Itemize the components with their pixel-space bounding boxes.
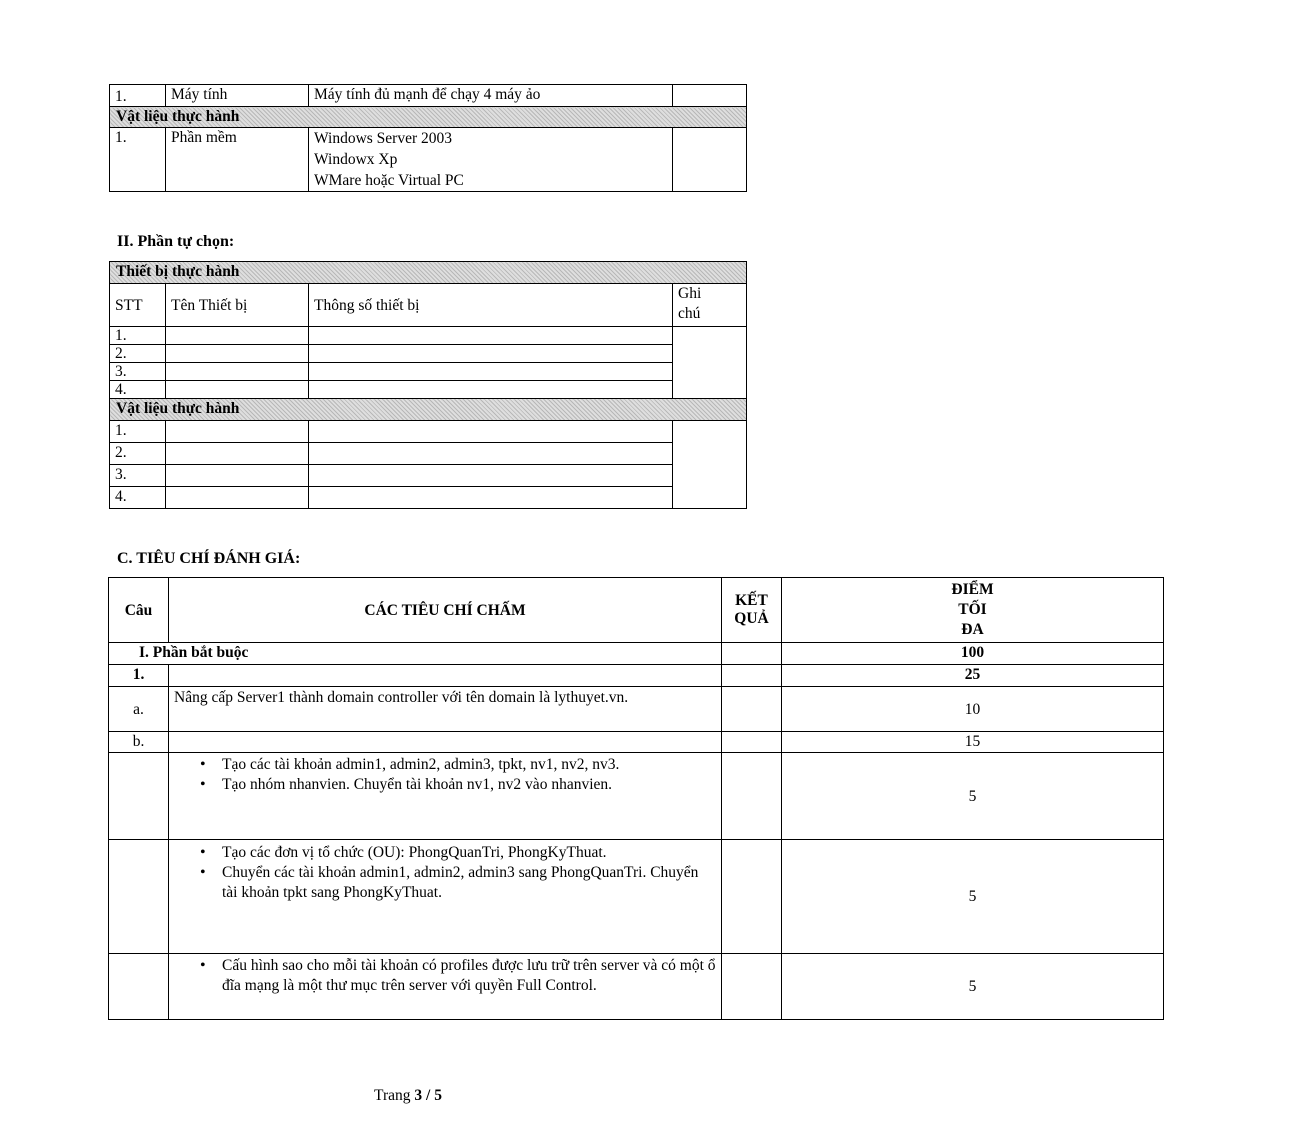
equipment-continued-table: [109, 84, 747, 192]
header-stt: STT: [110, 284, 166, 327]
criteria-item: • Chuyển các tài khoản admin1, admin2, admin3 sang PhongQuanTri. Chuyển tài khoản tpkt sang PhongKyThuat.: [222, 863, 716, 903]
header-max-line: ĐIỂM: [951, 581, 994, 598]
header-max-line: ĐA: [961, 621, 984, 638]
row-name: Máy tính: [166, 85, 309, 107]
header-criteria: CÁC TIÊU CHÍ CHẤM: [169, 578, 722, 643]
header-note-line: Ghi: [678, 285, 702, 302]
row-note: [673, 327, 747, 399]
qa-score: 10: [782, 687, 1164, 732]
spec-line: Windowx Xp: [314, 151, 398, 168]
row-spec: [309, 345, 673, 363]
block3-result: [722, 954, 782, 1020]
block3-score: 5: [782, 954, 1164, 1020]
header-result-line: KẾT: [735, 592, 768, 609]
row-spec: [309, 363, 673, 381]
q1-result: [722, 665, 782, 687]
row-name: [166, 465, 309, 487]
row-stt: 3.: [110, 465, 166, 487]
block2-criteria: [169, 840, 722, 954]
row-spec: [309, 421, 673, 443]
row-stt: 1.: [110, 128, 166, 192]
qb-text: [169, 732, 722, 753]
materials-section-label: Vật liệu thực hành: [110, 107, 747, 128]
block1-result: [722, 753, 782, 840]
row-name: [166, 345, 309, 363]
row-stt: 4.: [110, 487, 166, 509]
spec-line: Windows Server 2003: [314, 130, 452, 147]
equipment-section-label: Thiết bị thực hành: [110, 262, 747, 284]
block2-result: [722, 840, 782, 954]
header-cau: Câu: [109, 578, 169, 643]
page-number: 3 / 5: [414, 1087, 442, 1104]
row-note: [673, 421, 747, 509]
row-name: [166, 421, 309, 443]
block3-num: [109, 954, 169, 1020]
row-name: [166, 327, 309, 345]
header-max-score: [782, 578, 1164, 643]
part1-label: I. Phần bắt buộc: [109, 643, 722, 665]
qa-result: [722, 687, 782, 732]
footer-prefix: Trang: [374, 1087, 411, 1104]
criteria-item: • Tạo nhóm nhanvien. Chuyển tài khoản nv1, nv2 vào nhanvien.: [222, 775, 716, 795]
header-result: [722, 578, 782, 643]
criteria-table: [108, 577, 1293, 1020]
header-max-line: TỐI: [958, 601, 987, 618]
row-stt: 2.: [110, 443, 166, 465]
row-name: [166, 487, 309, 509]
header-note: [673, 284, 747, 327]
page-footer: [0, 1087, 816, 1105]
q1-num: 1.: [109, 665, 169, 687]
row-stt: 4.: [110, 381, 166, 399]
optional-part-table: [109, 261, 747, 509]
qa-text: Nâng cấp Server1 thành domain controller với tên domain là lythuyet.vn.: [169, 687, 722, 732]
qa-num: a.: [109, 687, 169, 732]
row-stt: 2.: [110, 345, 166, 363]
header-result-line: QUẢ: [734, 610, 769, 627]
header-note-line: chú: [678, 305, 701, 322]
block1-num: [109, 753, 169, 840]
spec-line: WMare hoặc Virtual PC: [314, 172, 464, 189]
row-spec: [309, 381, 673, 399]
section-title: II. Phần tự chọn:: [117, 233, 235, 250]
row-spec: [309, 327, 673, 345]
row-name: [166, 443, 309, 465]
criteria-item: • Tạo các tài khoản admin1, admin2, admin3, tpkt, nv1, nv2, nv3.: [222, 755, 716, 775]
q1-text: [169, 665, 722, 687]
row-stt: 1.: [110, 85, 166, 107]
row-note: [673, 128, 747, 192]
block2-score: 5: [782, 840, 1164, 954]
row-stt: 3.: [110, 363, 166, 381]
row-spec: [309, 128, 673, 192]
row-spec: [309, 487, 673, 509]
part1-result: [722, 643, 782, 665]
criteria-item: • Cấu hình sao cho mỗi tài khoản có profiles được lưu trữ trên server và có một ổ đĩa mạng là một thư mục trên server với quyền Full Control.: [222, 956, 716, 996]
row-stt: 1.: [110, 327, 166, 345]
criteria-item: • Tạo các đơn vị tổ chức (OU): PhongQuanTri, PhongKyThuat.: [222, 843, 716, 863]
header-name: Tên Thiết bị: [166, 284, 309, 327]
block1-criteria: [169, 753, 722, 840]
q1-score: 25: [782, 665, 1164, 687]
row-spec: Máy tính đủ mạnh để chạy 4 máy ảo: [309, 85, 673, 107]
qb-result: [722, 732, 782, 753]
materials-section-label: Vật liệu thực hành: [110, 399, 747, 421]
header-spec: Thông số thiết bị: [309, 284, 673, 327]
block1-score: 5: [782, 753, 1164, 840]
row-spec: [309, 443, 673, 465]
qb-score: 15: [782, 732, 1164, 753]
part1-score: 100: [782, 643, 1164, 665]
row-note: [673, 85, 747, 107]
row-name: Phần mềm: [166, 128, 309, 192]
block2-num: [109, 840, 169, 954]
row-name: [166, 363, 309, 381]
row-name: [166, 381, 309, 399]
row-stt: 1.: [110, 421, 166, 443]
block3-criteria: [169, 954, 722, 1020]
qb-num: b.: [109, 732, 169, 753]
row-spec: [309, 465, 673, 487]
section-title: C. TIÊU CHÍ ĐÁNH GIÁ:: [117, 550, 301, 567]
